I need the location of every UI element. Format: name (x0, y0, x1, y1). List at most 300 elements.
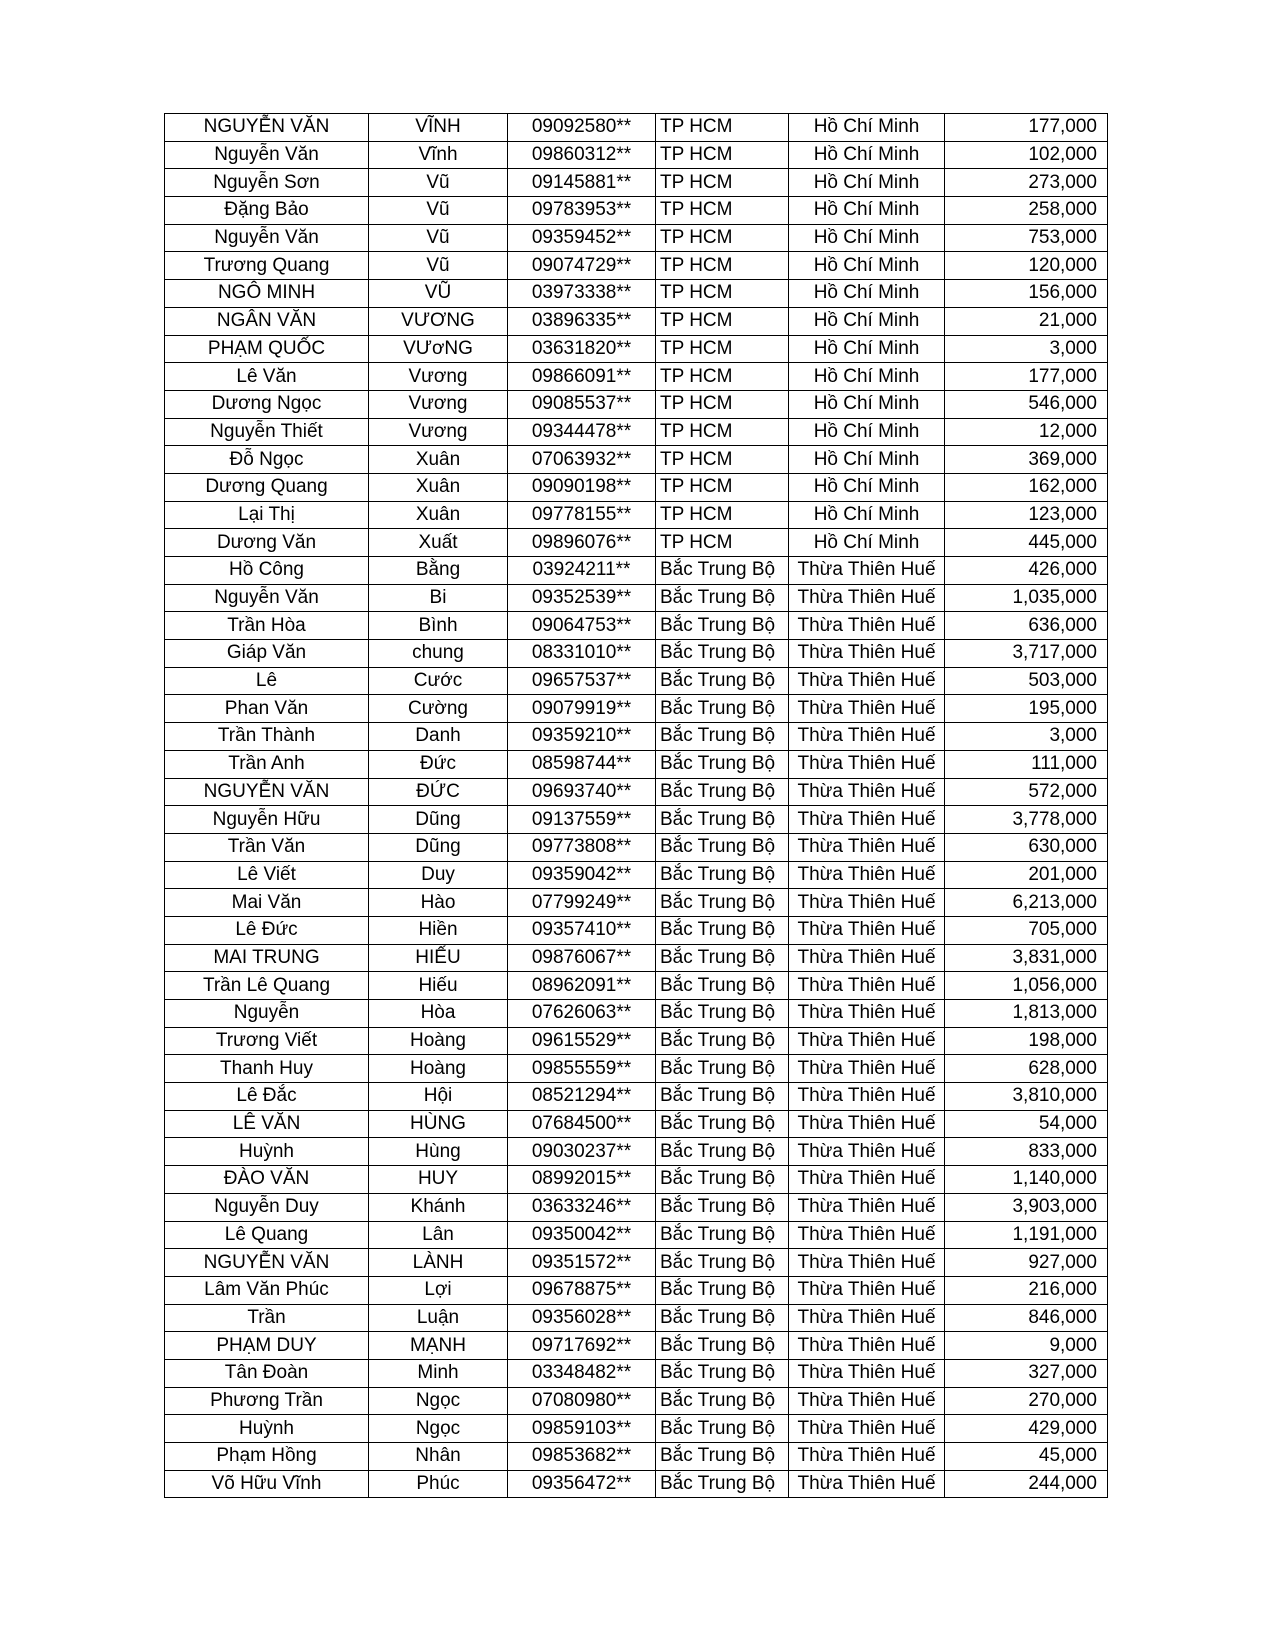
given-name-cell: HUY (369, 1166, 508, 1194)
table-row (165, 861, 1108, 889)
surname-cell: Phan Văn (165, 695, 369, 723)
region-cell: TP HCM (656, 169, 789, 197)
surname-cell: NGUYỄN VĂN (165, 778, 369, 806)
amount-cell: 195,000 (945, 695, 1108, 723)
province-cell: Thừa Thiên Huế (789, 944, 945, 972)
province-cell: Thừa Thiên Huế (789, 1359, 945, 1387)
region-cell: Bắc Trung Bộ (656, 1443, 789, 1471)
table-row (165, 307, 1108, 335)
table-row (165, 584, 1108, 612)
surname-cell: NGÂN VĂN (165, 307, 369, 335)
table-row (165, 557, 1108, 585)
amount-cell: 123,000 (945, 501, 1108, 529)
region-cell: Bắc Trung Bộ (656, 1415, 789, 1443)
amount-cell: 1,140,000 (945, 1166, 1108, 1194)
table-row (165, 252, 1108, 280)
surname-cell: Nguyễn Sơn (165, 169, 369, 197)
phone-cell: 08992015** (508, 1166, 656, 1194)
table-row (165, 833, 1108, 861)
surname-cell: LÊ VĂN (165, 1110, 369, 1138)
amount-cell: 244,000 (945, 1470, 1108, 1498)
amount-cell: 1,035,000 (945, 584, 1108, 612)
surname-cell: Thanh Huy (165, 1055, 369, 1083)
surname-cell: Lê Văn (165, 363, 369, 391)
province-cell: Thừa Thiên Huế (789, 1249, 945, 1277)
data-table (164, 113, 1108, 1498)
table-row (165, 1443, 1108, 1471)
province-cell: Thừa Thiên Huế (789, 1193, 945, 1221)
amount-cell: 503,000 (945, 667, 1108, 695)
surname-cell: Dương Văn (165, 529, 369, 557)
table-row (165, 1332, 1108, 1360)
province-cell: Thừa Thiên Huế (789, 612, 945, 640)
given-name-cell: Vương (369, 363, 508, 391)
amount-cell: 445,000 (945, 529, 1108, 557)
given-name-cell: VĨNH (369, 114, 508, 142)
surname-cell: NGUYỄN VĂN (165, 114, 369, 142)
phone-cell: 03633246** (508, 1193, 656, 1221)
table-body (165, 114, 1108, 1498)
surname-cell: Trần Thành (165, 723, 369, 751)
phone-cell: 07080980** (508, 1387, 656, 1415)
given-name-cell: Đức (369, 750, 508, 778)
region-cell: Bắc Trung Bộ (656, 833, 789, 861)
table-row (165, 169, 1108, 197)
given-name-cell: Lân (369, 1221, 508, 1249)
given-name-cell: Lợi (369, 1276, 508, 1304)
surname-cell: Nguyễn Hữu (165, 806, 369, 834)
table-row (165, 806, 1108, 834)
region-cell: TP HCM (656, 141, 789, 169)
amount-cell: 927,000 (945, 1249, 1108, 1277)
phone-cell: 09860312** (508, 141, 656, 169)
table-row (165, 1221, 1108, 1249)
amount-cell: 120,000 (945, 252, 1108, 280)
phone-cell: 09855559** (508, 1055, 656, 1083)
table-row (165, 667, 1108, 695)
region-cell: Bắc Trung Bộ (656, 612, 789, 640)
table-row (165, 418, 1108, 446)
surname-cell: Trương Viết (165, 1027, 369, 1055)
given-name-cell: Bình (369, 612, 508, 640)
amount-cell: 630,000 (945, 833, 1108, 861)
surname-cell: Trần Lê Quang (165, 972, 369, 1000)
surname-cell: NGÔ MINH (165, 280, 369, 308)
table-row (165, 114, 1108, 142)
table-row (165, 1000, 1108, 1028)
surname-cell: Nguyễn (165, 1000, 369, 1028)
amount-cell: 546,000 (945, 390, 1108, 418)
table-row (165, 1249, 1108, 1277)
given-name-cell: Vũ (369, 224, 508, 252)
table-row (165, 695, 1108, 723)
phone-cell: 09657537** (508, 667, 656, 695)
surname-cell: Trần (165, 1304, 369, 1332)
province-cell: Hồ Chí Minh (789, 529, 945, 557)
surname-cell: Mai Văn (165, 889, 369, 917)
phone-cell: 09356028** (508, 1304, 656, 1332)
province-cell: Thừa Thiên Huế (789, 1138, 945, 1166)
province-cell: Hồ Chí Minh (789, 169, 945, 197)
surname-cell: Phương Trần (165, 1387, 369, 1415)
province-cell: Thừa Thiên Huế (789, 1055, 945, 1083)
given-name-cell: Xuân (369, 473, 508, 501)
given-name-cell: Xuân (369, 501, 508, 529)
region-cell: TP HCM (656, 529, 789, 557)
given-name-cell: Hòa (369, 1000, 508, 1028)
given-name-cell: Hoàng (369, 1027, 508, 1055)
surname-cell: Trương Quang (165, 252, 369, 280)
region-cell: TP HCM (656, 363, 789, 391)
amount-cell: 327,000 (945, 1359, 1108, 1387)
province-cell: Thừa Thiên Huế (789, 1166, 945, 1194)
region-cell: Bắc Trung Bộ (656, 1276, 789, 1304)
region-cell: Bắc Trung Bộ (656, 861, 789, 889)
region-cell: Bắc Trung Bộ (656, 1166, 789, 1194)
province-cell: Thừa Thiên Huế (789, 1443, 945, 1471)
given-name-cell: Vương (369, 390, 508, 418)
table-row (165, 1276, 1108, 1304)
phone-cell: 09030237** (508, 1138, 656, 1166)
phone-cell: 09853682** (508, 1443, 656, 1471)
province-cell: Hồ Chí Minh (789, 252, 945, 280)
province-cell: Thừa Thiên Huế (789, 1221, 945, 1249)
region-cell: Bắc Trung Bộ (656, 944, 789, 972)
surname-cell: Lê Quang (165, 1221, 369, 1249)
table-row (165, 390, 1108, 418)
given-name-cell: Hội (369, 1083, 508, 1111)
surname-cell: Trần Anh (165, 750, 369, 778)
amount-cell: 258,000 (945, 197, 1108, 225)
table-row (165, 972, 1108, 1000)
amount-cell: 270,000 (945, 1387, 1108, 1415)
phone-cell: 07684500** (508, 1110, 656, 1138)
table-row (165, 197, 1108, 225)
phone-cell: 09693740** (508, 778, 656, 806)
surname-cell: Lại Thị (165, 501, 369, 529)
phone-cell: 09145881** (508, 169, 656, 197)
region-cell: Bắc Trung Bộ (656, 1359, 789, 1387)
amount-cell: 3,717,000 (945, 640, 1108, 668)
phone-cell: 08521294** (508, 1083, 656, 1111)
surname-cell: MAI TRUNG (165, 944, 369, 972)
table-row (165, 1304, 1108, 1332)
surname-cell: Hồ Công (165, 557, 369, 585)
given-name-cell: LÀNH (369, 1249, 508, 1277)
table-row (165, 363, 1108, 391)
province-cell: Thừa Thiên Huế (789, 1027, 945, 1055)
amount-cell: 1,813,000 (945, 1000, 1108, 1028)
region-cell: TP HCM (656, 252, 789, 280)
given-name-cell: MẠNH (369, 1332, 508, 1360)
region-cell: Bắc Trung Bộ (656, 1387, 789, 1415)
region-cell: Bắc Trung Bộ (656, 1304, 789, 1332)
phone-cell: 03973338** (508, 280, 656, 308)
surname-cell: Huỳnh (165, 1138, 369, 1166)
surname-cell: PHẠM DUY (165, 1332, 369, 1360)
phone-cell: 09064753** (508, 612, 656, 640)
table-row (165, 1083, 1108, 1111)
province-cell: Hồ Chí Minh (789, 335, 945, 363)
table-row (165, 1166, 1108, 1194)
given-name-cell: Hùng (369, 1138, 508, 1166)
table-row (165, 723, 1108, 751)
amount-cell: 3,778,000 (945, 806, 1108, 834)
table-row (165, 529, 1108, 557)
phone-cell: 09351572** (508, 1249, 656, 1277)
given-name-cell: Duy (369, 861, 508, 889)
table-row (165, 1359, 1108, 1387)
table-row (165, 335, 1108, 363)
amount-cell: 3,831,000 (945, 944, 1108, 972)
phone-cell: 03631820** (508, 335, 656, 363)
given-name-cell: Hiếu (369, 972, 508, 1000)
province-cell: Thừa Thiên Huế (789, 1276, 945, 1304)
table-row (165, 1110, 1108, 1138)
region-cell: Bắc Trung Bộ (656, 557, 789, 585)
amount-cell: 636,000 (945, 612, 1108, 640)
surname-cell: Lê Đắc (165, 1083, 369, 1111)
amount-cell: 12,000 (945, 418, 1108, 446)
amount-cell: 846,000 (945, 1304, 1108, 1332)
phone-cell: 09090198** (508, 473, 656, 501)
amount-cell: 198,000 (945, 1027, 1108, 1055)
amount-cell: 705,000 (945, 916, 1108, 944)
amount-cell: 1,056,000 (945, 972, 1108, 1000)
table-row (165, 1470, 1108, 1498)
amount-cell: 3,810,000 (945, 1083, 1108, 1111)
region-cell: Bắc Trung Bộ (656, 778, 789, 806)
amount-cell: 1,191,000 (945, 1221, 1108, 1249)
province-cell: Hồ Chí Minh (789, 418, 945, 446)
phone-cell: 08598744** (508, 750, 656, 778)
given-name-cell: HÙNG (369, 1110, 508, 1138)
phone-cell: 09876067** (508, 944, 656, 972)
province-cell: Thừa Thiên Huế (789, 1470, 945, 1498)
table-row (165, 750, 1108, 778)
given-name-cell: Vương (369, 418, 508, 446)
region-cell: Bắc Trung Bộ (656, 1221, 789, 1249)
phone-cell: 09092580** (508, 114, 656, 142)
given-name-cell: Dũng (369, 833, 508, 861)
phone-cell: 07626063** (508, 1000, 656, 1028)
surname-cell: Dương Ngọc (165, 390, 369, 418)
region-cell: Bắc Trung Bộ (656, 1193, 789, 1221)
amount-cell: 201,000 (945, 861, 1108, 889)
region-cell: Bắc Trung Bộ (656, 750, 789, 778)
phone-cell: 07063932** (508, 446, 656, 474)
surname-cell: PHẠM QUỐC (165, 335, 369, 363)
phone-cell: 09773808** (508, 833, 656, 861)
province-cell: Hồ Chí Minh (789, 141, 945, 169)
surname-cell: Lê Viết (165, 861, 369, 889)
phone-cell: 09359452** (508, 224, 656, 252)
given-name-cell: chung (369, 640, 508, 668)
table-row (165, 473, 1108, 501)
province-cell: Hồ Chí Minh (789, 114, 945, 142)
given-name-cell: HIẾU (369, 944, 508, 972)
region-cell: Bắc Trung Bộ (656, 1249, 789, 1277)
province-cell: Hồ Chí Minh (789, 390, 945, 418)
phone-cell: 03896335** (508, 307, 656, 335)
region-cell: Bắc Trung Bộ (656, 723, 789, 751)
province-cell: Hồ Chí Minh (789, 363, 945, 391)
given-name-cell: Ngọc (369, 1387, 508, 1415)
table-row (165, 1387, 1108, 1415)
surname-cell: Dương Quang (165, 473, 369, 501)
given-name-cell: Hoàng (369, 1055, 508, 1083)
table-row (165, 501, 1108, 529)
phone-cell: 09344478** (508, 418, 656, 446)
region-cell: Bắc Trung Bộ (656, 640, 789, 668)
amount-cell: 45,000 (945, 1443, 1108, 1471)
amount-cell: 3,000 (945, 335, 1108, 363)
table-row (165, 141, 1108, 169)
surname-cell: Huỳnh (165, 1415, 369, 1443)
region-cell: Bắc Trung Bộ (656, 1000, 789, 1028)
table-row (165, 916, 1108, 944)
surname-cell: NGUYỄN VĂN (165, 1249, 369, 1277)
given-name-cell: Xuân (369, 446, 508, 474)
phone-cell: 09717692** (508, 1332, 656, 1360)
province-cell: Hồ Chí Minh (789, 501, 945, 529)
table-row (165, 224, 1108, 252)
table-row (165, 640, 1108, 668)
region-cell: Bắc Trung Bộ (656, 1055, 789, 1083)
province-cell: Thừa Thiên Huế (789, 833, 945, 861)
province-cell: Thừa Thiên Huế (789, 861, 945, 889)
region-cell: TP HCM (656, 307, 789, 335)
table-row (165, 612, 1108, 640)
given-name-cell: Hiền (369, 916, 508, 944)
amount-cell: 177,000 (945, 114, 1108, 142)
given-name-cell: Xuất (369, 529, 508, 557)
amount-cell: 369,000 (945, 446, 1108, 474)
given-name-cell: Dũng (369, 806, 508, 834)
phone-cell: 09356472** (508, 1470, 656, 1498)
surname-cell: Lê Đức (165, 916, 369, 944)
given-name-cell: Danh (369, 723, 508, 751)
surname-cell: Nguyễn Thiết (165, 418, 369, 446)
amount-cell: 3,903,000 (945, 1193, 1108, 1221)
phone-cell: 09079919** (508, 695, 656, 723)
amount-cell: 216,000 (945, 1276, 1108, 1304)
amount-cell: 273,000 (945, 169, 1108, 197)
region-cell: Bắc Trung Bộ (656, 695, 789, 723)
given-name-cell: VƯƠNG (369, 307, 508, 335)
surname-cell: Võ Hữu Vĩnh (165, 1470, 369, 1498)
phone-cell: 09352539** (508, 584, 656, 612)
region-cell: Bắc Trung Bộ (656, 806, 789, 834)
province-cell: Thừa Thiên Huế (789, 1083, 945, 1111)
surname-cell: Tân Đoàn (165, 1359, 369, 1387)
amount-cell: 162,000 (945, 473, 1108, 501)
region-cell: TP HCM (656, 418, 789, 446)
province-cell: Hồ Chí Minh (789, 224, 945, 252)
amount-cell: 54,000 (945, 1110, 1108, 1138)
phone-cell: 03924211** (508, 557, 656, 585)
amount-cell: 177,000 (945, 363, 1108, 391)
given-name-cell: VŨ (369, 280, 508, 308)
phone-cell: 03348482** (508, 1359, 656, 1387)
surname-cell: Trần Văn (165, 833, 369, 861)
region-cell: TP HCM (656, 501, 789, 529)
amount-cell: 9,000 (945, 1332, 1108, 1360)
amount-cell: 102,000 (945, 141, 1108, 169)
province-cell: Thừa Thiên Huế (789, 557, 945, 585)
given-name-cell: Bi (369, 584, 508, 612)
province-cell: Thừa Thiên Huế (789, 778, 945, 806)
given-name-cell: Nhân (369, 1443, 508, 1471)
given-name-cell: Vũ (369, 252, 508, 280)
surname-cell: ĐÀO VĂN (165, 1166, 369, 1194)
table-row (165, 280, 1108, 308)
region-cell: TP HCM (656, 114, 789, 142)
amount-cell: 572,000 (945, 778, 1108, 806)
phone-cell: 07799249** (508, 889, 656, 917)
region-cell: Bắc Trung Bộ (656, 1138, 789, 1166)
province-cell: Thừa Thiên Huế (789, 667, 945, 695)
phone-cell: 09866091** (508, 363, 656, 391)
province-cell: Thừa Thiên Huế (789, 1110, 945, 1138)
table-row (165, 1415, 1108, 1443)
table-row (165, 446, 1108, 474)
amount-cell: 21,000 (945, 307, 1108, 335)
region-cell: Bắc Trung Bộ (656, 1332, 789, 1360)
table-row (165, 889, 1108, 917)
province-cell: Thừa Thiên Huế (789, 889, 945, 917)
province-cell: Hồ Chí Minh (789, 473, 945, 501)
table-row (165, 778, 1108, 806)
region-cell: Bắc Trung Bộ (656, 1110, 789, 1138)
surname-cell: Giáp Văn (165, 640, 369, 668)
surname-cell: Nguyễn Văn (165, 584, 369, 612)
phone-cell: 09778155** (508, 501, 656, 529)
given-name-cell: Hào (369, 889, 508, 917)
province-cell: Thừa Thiên Huế (789, 723, 945, 751)
region-cell: Bắc Trung Bộ (656, 584, 789, 612)
province-cell: Thừa Thiên Huế (789, 972, 945, 1000)
amount-cell: 6,213,000 (945, 889, 1108, 917)
amount-cell: 429,000 (945, 1415, 1108, 1443)
province-cell: Thừa Thiên Huế (789, 640, 945, 668)
region-cell: TP HCM (656, 224, 789, 252)
given-name-cell: ĐỨC (369, 778, 508, 806)
province-cell: Thừa Thiên Huế (789, 1000, 945, 1028)
table-row (165, 1027, 1108, 1055)
region-cell: Bắc Trung Bộ (656, 916, 789, 944)
region-cell: Bắc Trung Bộ (656, 1470, 789, 1498)
phone-cell: 09678875** (508, 1276, 656, 1304)
phone-cell: 08962091** (508, 972, 656, 1000)
surname-cell: Lâm Văn Phúc (165, 1276, 369, 1304)
phone-cell: 09085537** (508, 390, 656, 418)
table-row (165, 1193, 1108, 1221)
amount-cell: 3,000 (945, 723, 1108, 751)
amount-cell: 628,000 (945, 1055, 1108, 1083)
amount-cell: 833,000 (945, 1138, 1108, 1166)
given-name-cell: VƯơNG (369, 335, 508, 363)
phone-cell: 09074729** (508, 252, 656, 280)
province-cell: Thừa Thiên Huế (789, 584, 945, 612)
region-cell: Bắc Trung Bộ (656, 667, 789, 695)
surname-cell: Đỗ Ngọc (165, 446, 369, 474)
region-cell: TP HCM (656, 335, 789, 363)
phone-cell: 09896076** (508, 529, 656, 557)
amount-cell: 753,000 (945, 224, 1108, 252)
surname-cell: Nguyễn Văn (165, 141, 369, 169)
province-cell: Thừa Thiên Huế (789, 806, 945, 834)
